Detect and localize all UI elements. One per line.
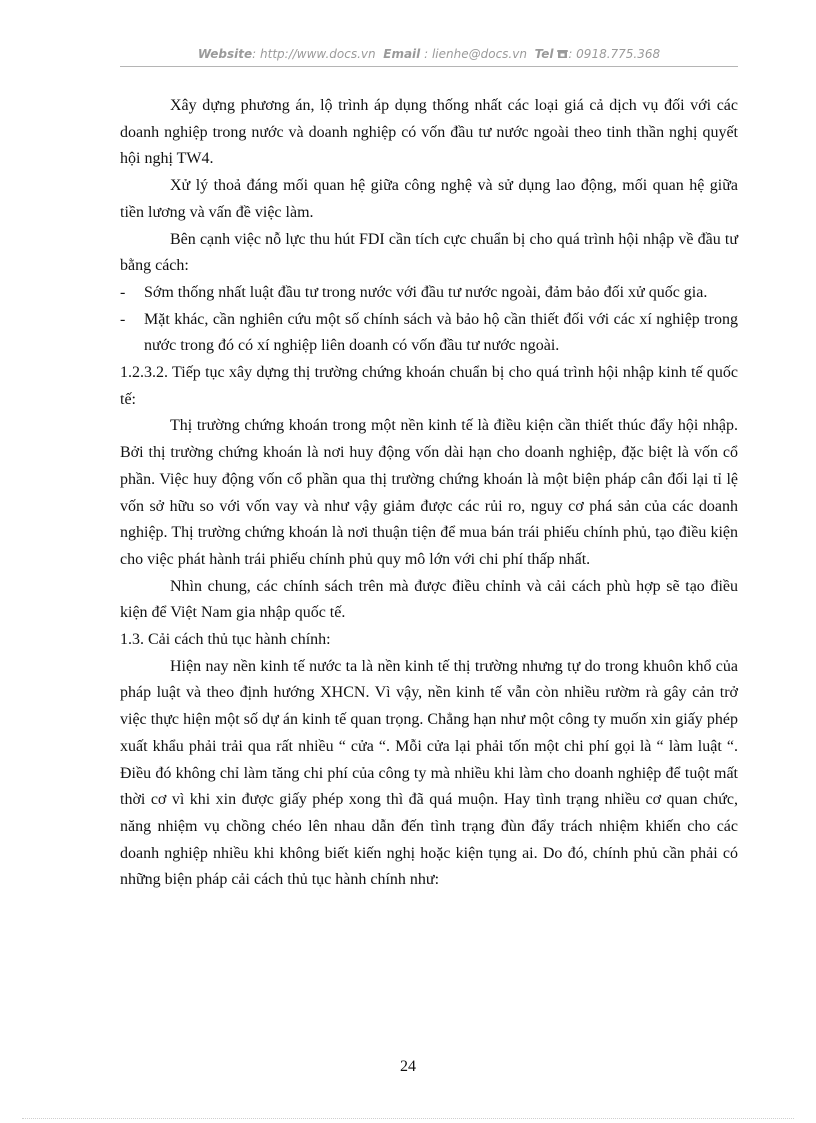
- footer-divider: [22, 1118, 794, 1119]
- tel-value: : 0918.775.368: [568, 47, 661, 61]
- website-label: Website: [197, 47, 253, 61]
- paragraph: Xây dựng phương án, lộ trình áp dụng thống nhất các loại giá cả dịch vụ đối với các doanh nghiệp trong nước và doanh nghiệp có vốn đầu tư nước ngoài theo tinh thần nghị quyết hội nghị TW4.: [120, 97, 738, 168]
- section-heading: 1.3. Cải cách thủ tục hành chính:: [120, 631, 331, 649]
- bullet-text: Mặt khác, cần nghiên cứu một số chính sách và bảo hộ cần thiết đối với các xí nghiệp trong nước trong đó có xí nghiệp liên doanh có vốn đầu tư nước ngoài.: [144, 310, 738, 355]
- section-heading: 1.2.3.2. Tiếp tục xây dựng thị trường chứng khoán chuẩn bị cho quá trình hội nhập kinh tế quốc tế:: [120, 364, 738, 408]
- header-divider: [120, 66, 738, 67]
- page-header: [120, 47, 738, 61]
- paragraph: Nhìn chung, các chính sách trên mà được điều chỉnh và cải cách phù hợp sẽ tạo điều kiện để Việt Nam gia nhập quốc tế.: [120, 577, 738, 622]
- document-body: [120, 93, 738, 894]
- tel-label: Tel: [534, 47, 554, 61]
- bullet-text: Sớm thống nhất luật đầu tư trong nước với đầu tư nước ngoài, đảm bảo đối xử quốc gia.: [144, 283, 708, 301]
- email-value: : lienhe@docs.vn: [424, 47, 527, 61]
- email-label: Email: [383, 47, 421, 61]
- paragraph: Hiện nay nền kinh tế nước ta là nền kinh tế thị trường nhưng tự do trong khuôn khổ của pháp luật và theo định hướng XHCN. Vì vậy, nền kinh tế vẫn còn nhiều rườm rà gây cản trở việc thực hiện một số dự án kinh tế quan trọng. Chẳng hạn như một công ty muốn xin giấy phép xuất khẩu phải trải qua rất nhiều “ cửa “. Mỗi cửa lại phải tốn một chi phí gọi là “ làm luật “. Điều đó không chỉ làm tăng chi phí của công ty mà nhiều khi làm cho doanh nghiệp để tuột mất thời cơ vì khi xin được giấy phép xong thì đã quá muộn. Hay tình trạng nhiều cơ quan chức, năng nhiệm vụ chồng chéo lên nhau dẫn đến tình trạng đùn đẩy trách nhiệm khiến cho các doanh nghiệp nhiều khi không biết kiến nghị hoặc kiện tụng ai. Do đó, chính phủ cần phải có những biện pháp cải cách thủ tục hành chính như:: [120, 657, 738, 889]
- website-value: : http://www.docs.vn: [252, 47, 376, 61]
- phone-icon: [557, 49, 568, 59]
- page-number: 24: [400, 1058, 416, 1075]
- bullet-marker: -: [120, 310, 126, 328]
- paragraph: Bên cạnh việc nỗ lực thu hút FDI cần tích cực chuẩn bị cho quá trình hội nhập về đầu tư bằng cách:: [120, 230, 738, 275]
- paragraph: Xử lý thoả đáng mối quan hệ giữa công nghệ và sử dụng lao động, mối quan hệ giữa tiền lương và vấn đề việc làm.: [120, 177, 738, 221]
- bullet-marker: -: [120, 283, 126, 301]
- bullet-item: [120, 280, 738, 307]
- paragraph: Thị trường chứng khoán trong một nền kinh tế là điều kiện cần thiết thúc đẩy hội nhập. Bởi thị trường chứng khoán là nơi huy động vốn dài hạn cho doanh nghiệp, đặc biệt là vốn cổ phần. Việc huy động vốn cổ phần qua thị trường chứng khoán là một biện pháp cân đối lại tỉ lệ vốn sở hữu so với vốn vay và như vậy giảm được các rủi ro, nguy cơ phá sản của các doanh nghiệp. Thị trường chứng khoán là nơi thuận tiện để mua bán trái phiếu chính phủ, tạo điều kiện cho việc phát hành trái phiếu chính phủ quy mô lớn với chi phí thấp nhất.: [120, 417, 738, 568]
- bullet-item: [120, 307, 738, 360]
